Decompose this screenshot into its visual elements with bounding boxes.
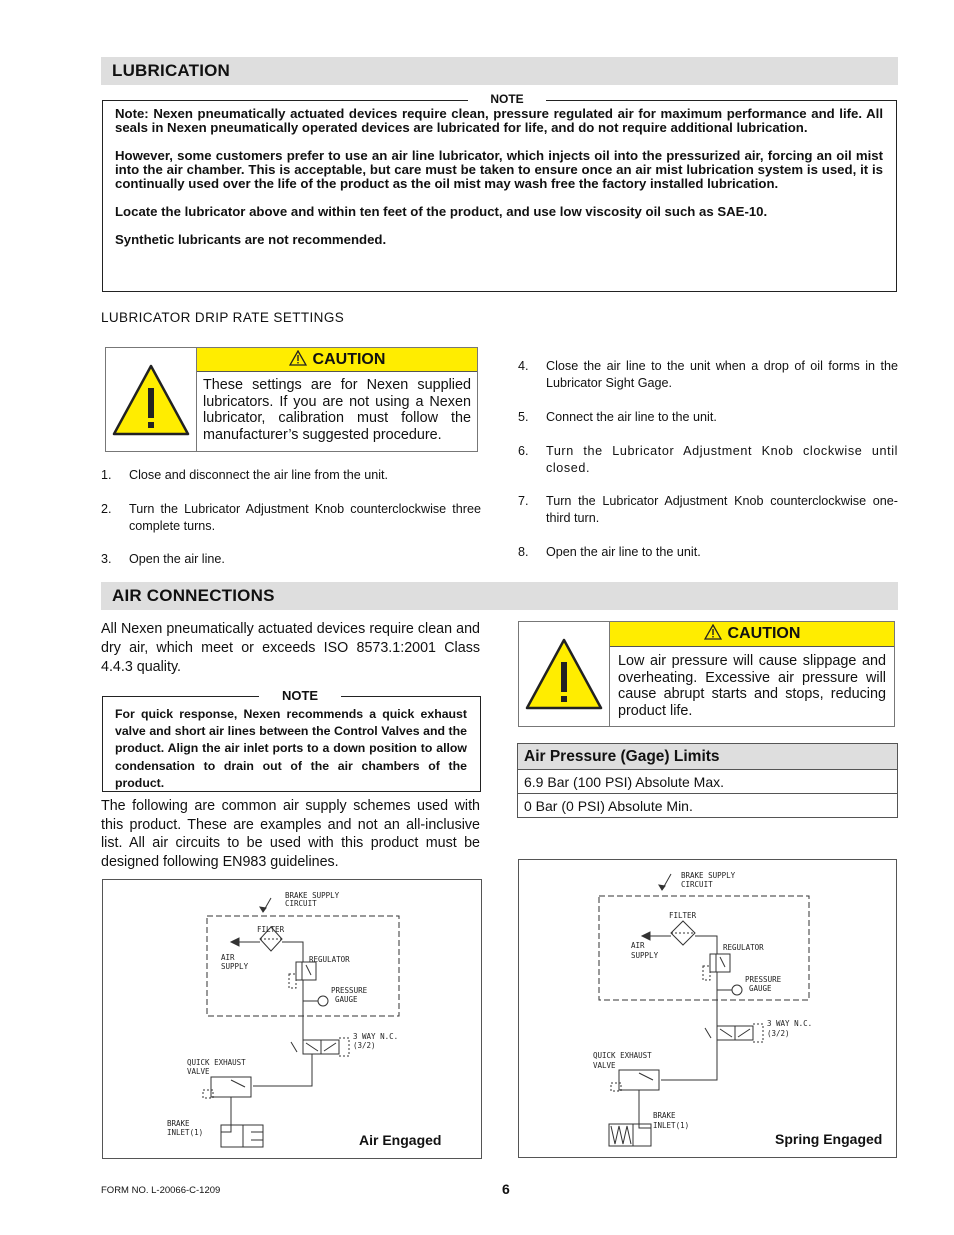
air-caution-icon-cell xyxy=(519,622,610,726)
drip-caution-label: CAUTION xyxy=(312,351,386,368)
air-connections-section-header xyxy=(101,582,898,610)
drip-caution-text: These settings are for Nexen supplied lubricators. If you are not using a Nexen lubricator, calibration must follow the manufacturer’s suggested procedure. xyxy=(203,377,471,443)
air-note-text: For quick response, Nexen recommends a quick exhaust valve and short air lines between the Control Valves and the product. Align the air inlet ports to a down position to allow condensation to drain out of the air chambers of the product. xyxy=(115,707,467,790)
air-note-label: NOTE xyxy=(259,688,341,703)
step-text: Close and disconnect the air line from the unit. xyxy=(129,468,389,482)
warning-small-icon xyxy=(704,624,722,640)
form-number: FORM NO. L-20066-C-1209 xyxy=(101,1185,221,1196)
air-pressure-limits-table xyxy=(517,743,898,818)
step-text: Close the air line to the unit when a drop of oil forms in the Lubricator Sight Gage. xyxy=(546,359,898,390)
step-text: Turn the Lubricator Adjustment Knob clockwise until closed. xyxy=(546,444,898,475)
step-text: Open the air line. xyxy=(129,552,225,566)
diagram-label: AIR xyxy=(631,941,645,950)
diagram-label: BRAKE SUPPLY xyxy=(285,891,340,900)
spring-engaged-schematic xyxy=(519,860,896,1157)
air-caution-label: CAUTION xyxy=(727,625,801,642)
diagram-label: BRAKE xyxy=(653,1111,676,1120)
step-number: 2. xyxy=(101,502,112,516)
warning-icon xyxy=(106,348,196,451)
diagram-label: VALVE xyxy=(593,1061,616,1070)
step-text: Turn the Lubricator Adjustment Knob counterclockwise three complete turns. xyxy=(129,502,481,533)
air-engaged-diagram xyxy=(102,879,482,1159)
step-text: Open the air line to the unit. xyxy=(546,545,701,559)
diagram-label: CIRCUIT xyxy=(681,880,713,889)
warning-icon xyxy=(519,622,609,726)
step-number: 3. xyxy=(101,552,112,566)
diagram-label: CIRCUIT xyxy=(285,899,317,908)
step-number: 1. xyxy=(101,468,112,482)
table-row xyxy=(518,744,898,770)
step-text: Connect the air line to the unit. xyxy=(546,410,717,424)
limits-max: 6.9 Bar (100 PSI) Absolute Max. xyxy=(518,770,898,794)
air-connections-title: AIR CONNECTIONS xyxy=(112,586,275,605)
lubrication-note-content xyxy=(115,107,883,261)
diagram-label: QUICK EXHAUST xyxy=(593,1051,652,1060)
lubrication-paragraph: Note: Nexen pneumatically actuated devices require clean, pressure regulated air for maximum performance and life. All seals in Nexen pneumatically operated devices are lubricated for life, and do not require additional lubrication. xyxy=(115,106,883,135)
diagram-label: VALVE xyxy=(187,1067,210,1076)
diagram-label: FILTER xyxy=(257,925,285,934)
diagram-label: GAUGE xyxy=(335,995,358,1004)
diagram-label: GAUGE xyxy=(749,984,772,993)
step-number: 8. xyxy=(518,545,529,559)
air-caution-box xyxy=(518,621,895,727)
air-engaged-caption: Air Engaged xyxy=(359,1132,442,1148)
lubrication-section-header xyxy=(101,57,898,85)
diagram-label: INLET(1) xyxy=(653,1121,690,1130)
diagram-label: 3 WAY N.C. xyxy=(767,1019,813,1028)
diagram-label: FILTER xyxy=(669,911,697,920)
diagram-label: INLET(1) xyxy=(167,1128,204,1137)
step-number: 5. xyxy=(518,410,529,424)
step-number: 4. xyxy=(518,359,529,373)
diagram-label: SUPPLY xyxy=(221,962,249,971)
spring-engaged-caption: Spring Engaged xyxy=(775,1131,883,1147)
diagram-label: AIR xyxy=(221,953,235,962)
step-number: 6. xyxy=(518,444,529,458)
table-row xyxy=(518,770,898,794)
air-intro-text: All Nexen pneumatically actuated devices require clean and dry air, which meet or exceeds ISO 8573.1:2001 Class 4.4.3 quality. xyxy=(101,621,480,675)
drip-caution-header xyxy=(197,348,477,372)
diagram-label: (3/2) xyxy=(353,1041,376,1050)
diagram-label: PRESSURE xyxy=(745,975,782,984)
drip-rate-title: LUBRICATOR DRIP RATE SETTINGS xyxy=(101,310,345,325)
diagram-label: BRAKE xyxy=(167,1119,190,1128)
air-caution-header xyxy=(610,622,894,647)
diagram-label: REGULATOR xyxy=(309,955,350,964)
lubrication-note-label: NOTE xyxy=(468,92,546,106)
drip-caution-box xyxy=(105,347,478,452)
air-caution-text: Low air pressure will cause slippage and overheating. Excessive air pressure will cause abrupt starts and stops, reducing product life. xyxy=(618,653,886,719)
air-engaged-schematic xyxy=(103,880,481,1158)
lubrication-title: LUBRICATION xyxy=(112,61,231,80)
spring-engaged-diagram xyxy=(518,859,897,1158)
diagram-label: PRESSURE xyxy=(331,986,368,995)
page-number: 6 xyxy=(502,1181,510,1197)
drip-caution-icon-cell xyxy=(106,348,197,451)
diagram-label: 3 WAY N.C. xyxy=(353,1032,399,1041)
diagram-label: QUICK EXHAUST xyxy=(187,1058,246,1067)
step-text: Turn the Lubricator Adjustment Knob counterclockwise one-third turn. xyxy=(546,494,898,525)
diagram-label: (3/2) xyxy=(767,1029,790,1038)
limits-min: 0 Bar (0 PSI) Absolute Min. xyxy=(518,794,898,818)
table-row xyxy=(518,794,898,818)
lubrication-paragraph: Locate the lubricator above and within ten feet of the product, and use low viscosity oil such as SAE-10. xyxy=(115,204,768,219)
limits-header: Air Pressure (Gage) Limits xyxy=(518,744,898,770)
diagram-label: BRAKE SUPPLY xyxy=(681,871,736,880)
warning-small-icon xyxy=(289,350,307,366)
lubrication-paragraph: However, some customers prefer to use an air line lubricator, which injects oil into the pressurized air, forcing an oil mist into the air chamber. This is acceptable, but care must be taken to ensure once an air mist lubrication system is used, it is continually used over the life of the product as the oil mist may wash free the factory installed lubrication. xyxy=(115,148,883,191)
step-number: 7. xyxy=(518,494,529,508)
diagram-label: REGULATOR xyxy=(723,943,764,952)
lubrication-paragraph: Synthetic lubricants are not recommended. xyxy=(115,232,387,247)
diagram-label: SUPPLY xyxy=(631,951,659,960)
air-schemes-text: The following are common air supply schemes used with this product. These are examples and not an all-inclusive list. All air circuits to be used with this product must be designed following EN983 guidelines. xyxy=(101,798,480,870)
